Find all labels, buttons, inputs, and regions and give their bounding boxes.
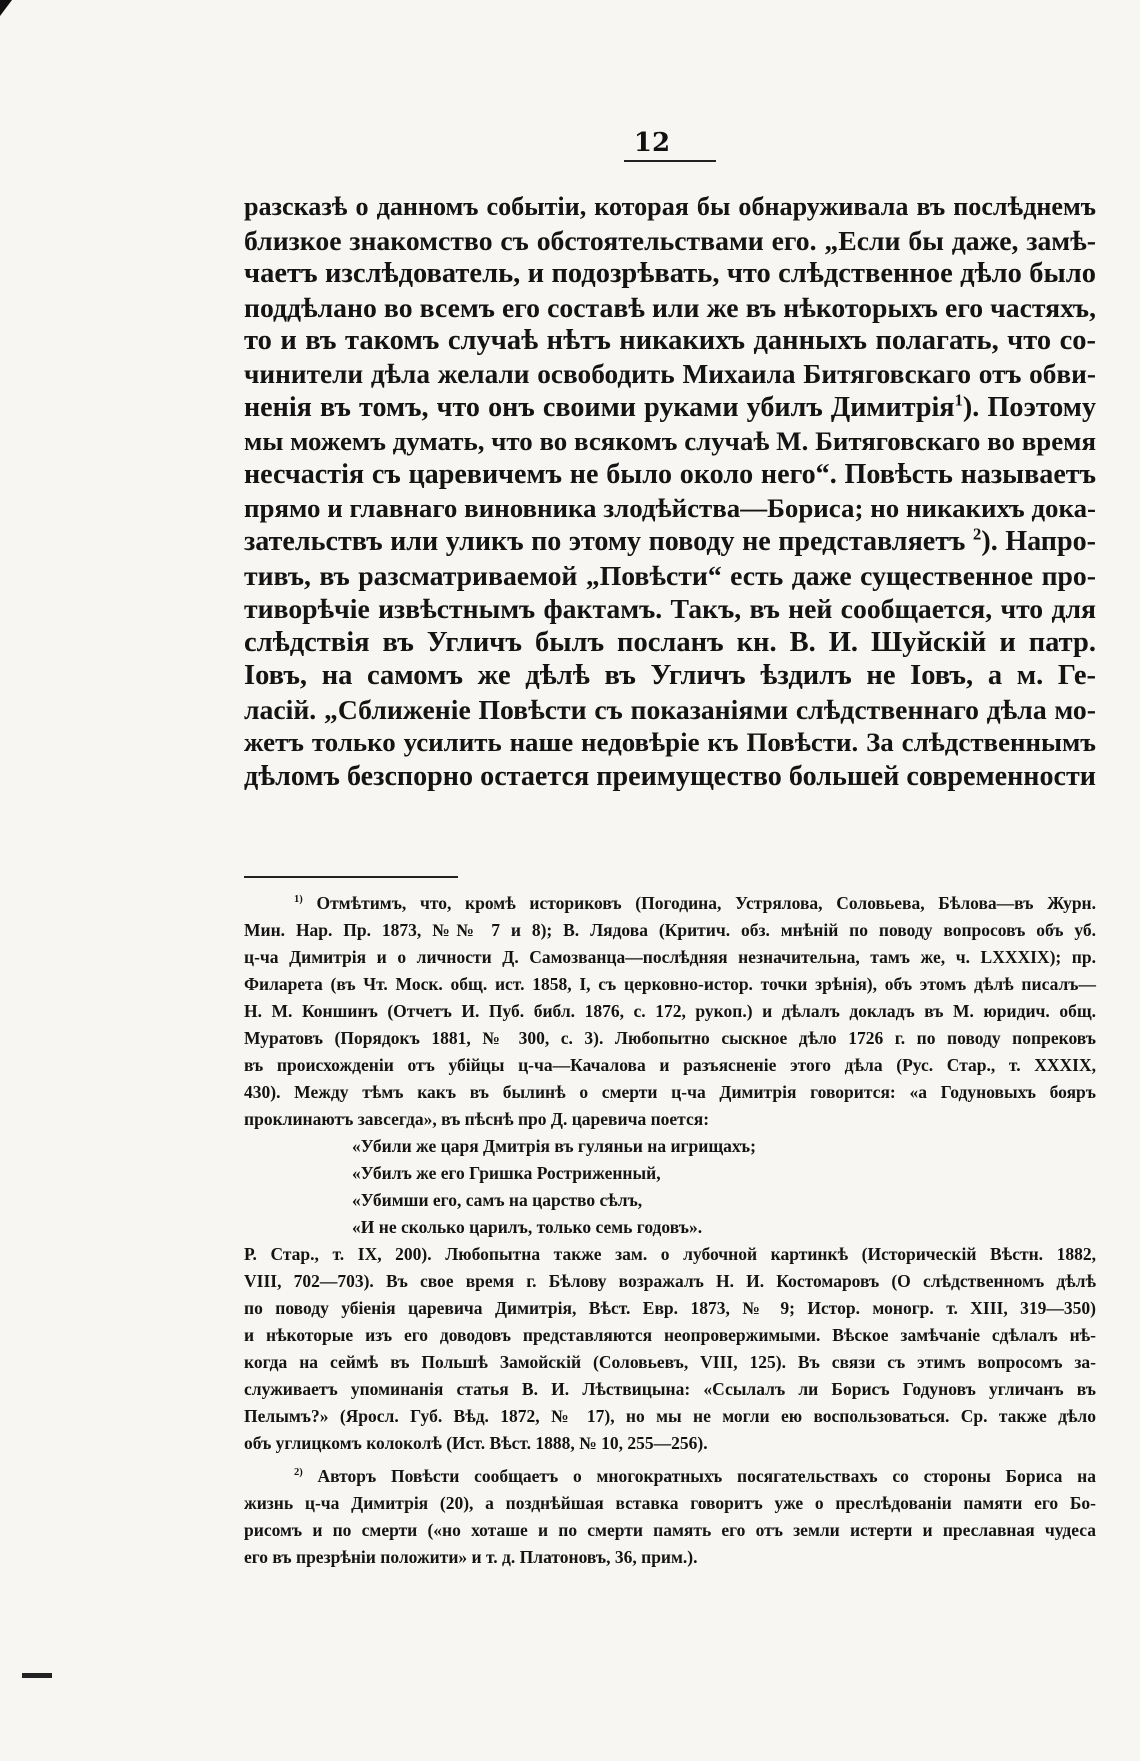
footnote-line: когда на сеймѣ въ Польшѣ Замойскій (Соловьевъ, VIII, 125). Въ связи съ этимъ вопросомъ за- bbox=[244, 1352, 1096, 1372]
poem-line: «Убили же царя Дмитрія въ гуляньи на игрищахъ; bbox=[352, 1136, 756, 1156]
footnote-line: Р. Стар., т. IX, 200). Любопытна также зам. о лубочной картинкѣ (Историческій Вѣстн. 1882, bbox=[244, 1244, 1096, 1264]
footnote-line: Муратовъ (Порядокъ 1881, № 300, с. 3). Любопытно сыскное дѣло 1726 г. по поводу попрековъ bbox=[244, 1028, 1096, 1048]
ref-close: ). bbox=[962, 392, 980, 423]
footnote-line: ц-ча Димитрія и о личности Д. Самозванца—послѣдняя незначительна, тамъ же, ч. LXXXIX); пр. bbox=[244, 947, 1096, 967]
page-number-rule bbox=[624, 160, 716, 162]
body-line-tail: Поэтому bbox=[987, 392, 1096, 423]
footnote-line: $^{1)}$ Отмѣтимъ, что, кромѣ историковъ (Погодина, Устрялова, Соловьева, Бѣлова—въ Журн. bbox=[294, 893, 1097, 913]
footnote-line: Филарета (въ Чт. Моск. общ. ист. 1858, I, съ церковно-истор. точки зрѣнія), объ этомъ дѣлѣ писалъ— bbox=[244, 974, 1096, 994]
body-line: то и въ такомъ случаѣ нѣтъ никакихъ данныхъ полагать, что со- bbox=[244, 325, 1096, 356]
footnote-line: по поводу убіенія царевича Димитрія, Вѣст. Евр. 1873, № 9; Истор. моногр. т. XIII, 319—350) bbox=[244, 1298, 1096, 1318]
body-line: дѣломъ безспорно остается преимущество большей современности bbox=[244, 760, 1096, 792]
body-line: жетъ только усилить наше недовѣріе къ Повѣсти. За слѣдственнымъ bbox=[244, 727, 1096, 757]
body-line: Іовъ, на самомъ же дѣлѣ въ Угличъ ѣздилъ не Іовъ, а м. Ге- bbox=[244, 660, 1096, 691]
footnote-line: объ углицкомъ колоколѣ (Ист. Вѣст. 1888, № 10, 255—256). bbox=[244, 1433, 708, 1453]
poem-line: «Убилъ же его Гришка Ростриженный, bbox=[352, 1163, 661, 1183]
footnote-line: рисомъ и по смерти («но хоташе и по смерти память его отъ земли истерти и преславная чудеса bbox=[244, 1520, 1096, 1540]
body-line: разсказѣ о данномъ событіи, которая бы обнаруживала въ послѣднемъ bbox=[244, 192, 1096, 221]
footnote-line: жизнь ц-ча Димитрія (20), а позднѣйшая вставка говоритъ уже о преслѣдованіи памяти его Бо- bbox=[244, 1493, 1096, 1513]
scan-corner-mark bbox=[0, 0, 12, 16]
body-line-tail: Напро- bbox=[1005, 526, 1096, 557]
footnote-1 bbox=[244, 890, 1096, 1457]
body-line: тивъ, въ разсматриваемой „Повѣсти“ есть даже существенное про- bbox=[244, 559, 1096, 591]
footnote-ref-2: 2 bbox=[972, 524, 982, 544]
poem-line: «И не сколько царилъ, только семь годовъ». bbox=[352, 1217, 703, 1237]
page-number: 12 bbox=[633, 128, 671, 158]
footnote-line: проклинаютъ завсегда», въ пѣснѣ про Д. царевича поется: bbox=[244, 1109, 710, 1129]
footnote-line: его въ презрѣніи положити» и т. д. Платоновъ, 36, прим.). bbox=[244, 1547, 698, 1567]
footnote-line: въ происхожденіи отъ убійцы ц-ча—Качалова и разъясненіе этого дѣла (Рус. Стар., т. XXXIX, bbox=[244, 1055, 1096, 1075]
main-text bbox=[244, 190, 1096, 793]
body-line bbox=[244, 525, 1096, 559]
footnote-line: Пелымъ?» (Яросл. Губ. Вѣд. 1872, № 17), но мы не могли ею воспользоваться. Ср. также дѣло bbox=[244, 1406, 1096, 1426]
footnote-2 bbox=[244, 1463, 1096, 1571]
body-line: несчастія съ царевичемъ не было около него“. Повѣсть называетъ bbox=[244, 459, 1096, 490]
footnote-line: VIII, 702—703). Въ свое время г. Бѣлову возражалъ Н. И. Костомаровъ (О слѣдственномъ дѣлѣ bbox=[244, 1271, 1096, 1291]
footnote-2-mark: 2) bbox=[294, 1467, 303, 1479]
body-line: чинители дѣла желали освободить Михаила Битяговскаго отъ обви- bbox=[244, 358, 1096, 389]
body-line: чаетъ изслѣдователь, и подозрѣвать, что слѣдственное дѣло было bbox=[244, 258, 1096, 289]
footnote-line: 430). Между тѣмъ какъ въ былинѣ о смерти ц-ча Димитрія говорится: «а Годуновыхъ бояръ bbox=[244, 1082, 1096, 1102]
body-line-text: зательствъ или уликъ по этому поводу не представляетъ bbox=[244, 526, 966, 557]
footnote-separator bbox=[244, 876, 458, 878]
body-line: слѣдствія въ Угличъ былъ посланъ кн. В. И. Шуйскій и патр. bbox=[244, 626, 1096, 658]
body-line: близкое знакомство съ обстоятельствами его. „Если бы даже, замѣ- bbox=[244, 224, 1096, 256]
body-line: прямо и главнаго виновника злодѣйства—Бориса; но никакихъ дока- bbox=[244, 492, 1096, 523]
footnote-ref-1: 1 bbox=[954, 390, 963, 410]
body-line: ласій. „Сближеніе Повѣсти съ показаніями слѣдственнаго дѣла мо- bbox=[244, 693, 1096, 725]
footnote-1-mark: 1) bbox=[294, 894, 303, 906]
footnote-line: Н. М. Коншинъ (Отчетъ И. Пуб. библ. 1876, с. 172, рукоп.) и дѣлалъ докладъ въ М. юридич. общ. bbox=[244, 1001, 1096, 1021]
body-line-text: ненія въ томъ, что онъ своими руками убилъ Димитрія bbox=[244, 392, 955, 423]
footnote-line: служиваетъ упоминанія статья В. И. Лѣствицына: «Ссылалъ ли Борисъ Годуновъ угличанъ въ bbox=[244, 1379, 1096, 1399]
poem-line: «Убимши его, самъ на царство сѣлъ, bbox=[352, 1190, 643, 1210]
body-line: поддѣлано во всемъ его составѣ или же въ нѣкоторыхъ его частяхъ, bbox=[244, 291, 1096, 323]
footnote-line: и нѣкоторые изъ его доводовъ представляются неопровержимыми. Вѣское замѣчаніе сдѣлалъ нѣ- bbox=[244, 1325, 1096, 1345]
footnote-line: Мин. Нар. Пр. 1873, №№ 7 и 8); В. Лядова (Критич. обз. мнѣній по поводу вопросовъ объ уб. bbox=[244, 920, 1096, 940]
footnote-line: $^{2)}$ Авторъ Повѣсти сообщаетъ о многократныхъ посягательствахъ со стороны Бориса на bbox=[294, 1466, 1097, 1486]
ref-close: ). bbox=[981, 526, 998, 557]
body-line bbox=[244, 391, 1096, 425]
footnotes bbox=[244, 890, 1096, 1571]
margin-dash-mark bbox=[22, 1673, 52, 1678]
body-line: тиворѣчіе извѣстнымъ фактамъ. Такъ, въ ней сообщается, что для bbox=[244, 593, 1096, 624]
body-line: мы можемъ думать, что во всякомъ случаѣ М. Битяговскаго во время bbox=[244, 425, 1096, 456]
